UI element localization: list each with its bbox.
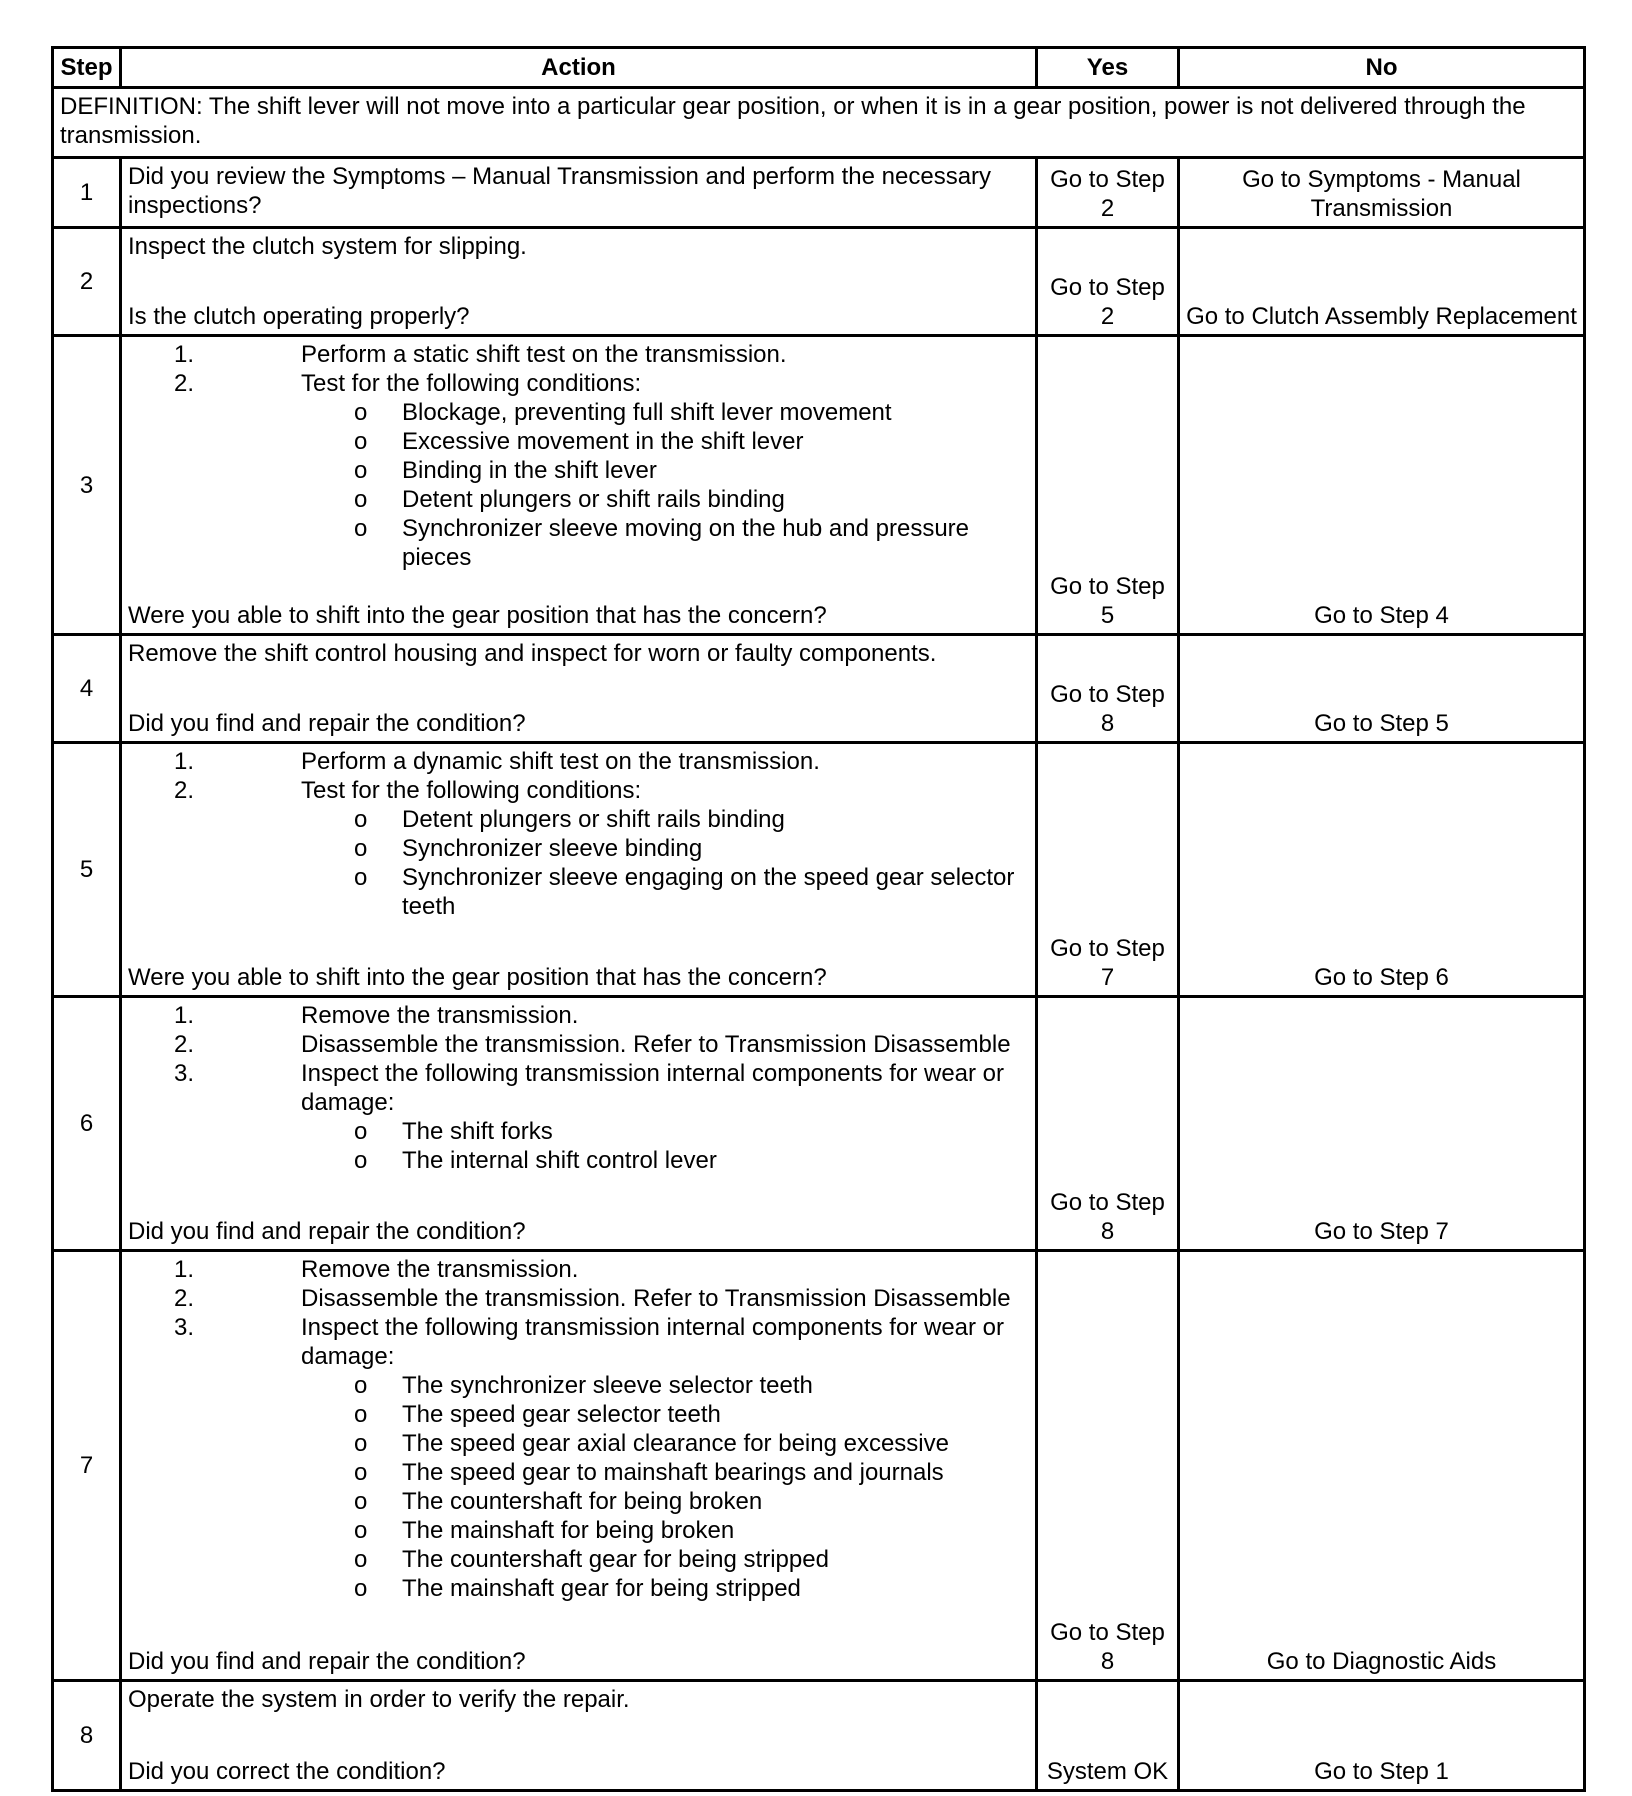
- yes-outcome: Go to Step 2: [1037, 228, 1179, 336]
- sub-list: [301, 1371, 1029, 1603]
- list-item: [128, 1284, 1029, 1313]
- list-item-text: Inspect the following transmission internal components for wear or damage:: [301, 1314, 1005, 1370]
- spacer: [128, 1175, 1029, 1217]
- yes-outcome: Go to Step 8: [1037, 635, 1179, 743]
- list-number: 2.: [174, 1031, 195, 1058]
- action-instruction: Operate the system in order to verify the repair.: [128, 1686, 630, 1713]
- yes-outcome: Go to Step 8: [1037, 997, 1179, 1251]
- sub-list-item-text: The mainshaft for being broken: [402, 1517, 735, 1544]
- list-number: 2.: [174, 1285, 195, 1312]
- sub-list-item-text: Synchronizer sleeve engaging on the speed gear selector teeth: [402, 864, 1015, 920]
- list-number: 1.: [174, 748, 195, 775]
- action-content: [128, 340, 1029, 630]
- sub-list-item-text: Blockage, preventing full shift lever movement: [402, 399, 892, 426]
- list-number: 3.: [174, 1060, 195, 1087]
- no-outcome: Go to Step 7: [1179, 997, 1585, 1251]
- numbered-list: [128, 747, 1029, 921]
- sub-list-item: [128, 834, 1029, 863]
- sub-list-item-text: Synchronizer sleeve moving on the hub and pressure pieces: [402, 515, 969, 571]
- action-question: Did you find and repair the condition?: [128, 710, 526, 737]
- list-item: [128, 1030, 1029, 1059]
- sub-list-item-text: The shift forks: [402, 1118, 553, 1145]
- list-item-text: Perform a static shift test on the transmission.: [301, 341, 787, 368]
- yes-outcome: System OK: [1037, 1681, 1179, 1791]
- no-outcome: Go to Step 1: [1179, 1681, 1585, 1791]
- list-item: [128, 1313, 1029, 1603]
- list-item-text: Test for the following conditions:: [301, 777, 642, 804]
- yes-outcome: Go to Step 2: [1037, 158, 1179, 228]
- header-action: Action: [121, 48, 1037, 88]
- bullet-circle-icon: o: [354, 1430, 368, 1457]
- no-outcome: Go to Step 4: [1179, 336, 1585, 635]
- sub-list-item-text: The mainshaft gear for being stripped: [402, 1575, 801, 1602]
- step-number: 7: [53, 1251, 121, 1681]
- sub-list-item: [128, 1117, 1029, 1146]
- spacer: [128, 668, 1029, 709]
- sub-list-item-text: The countershaft for being broken: [402, 1488, 763, 1515]
- bullet-circle-icon: o: [354, 457, 368, 484]
- step-number: 8: [53, 1681, 121, 1791]
- sub-list-item-text: Binding in the shift lever: [402, 457, 657, 484]
- sub-list-item: [128, 456, 1029, 485]
- yes-outcome: Go to Step 8: [1037, 1251, 1179, 1681]
- sub-list-item: [128, 514, 1029, 572]
- sub-list-item: [128, 1371, 1029, 1400]
- action-content: [128, 639, 1029, 738]
- sub-list-item: [128, 805, 1029, 834]
- table-row: [53, 635, 1585, 743]
- step-number: 4: [53, 635, 121, 743]
- bullet-circle-icon: o: [354, 1401, 368, 1428]
- definition-row: [53, 88, 1585, 158]
- action-content: [128, 232, 1029, 331]
- yes-outcome: Go to Step 7: [1037, 743, 1179, 997]
- action-cell: [121, 228, 1037, 336]
- spacer: [128, 572, 1029, 601]
- action-content: [128, 747, 1029, 992]
- list-item-text: Disassemble the transmission. Refer to Transmission Disassemble: [301, 1285, 1011, 1312]
- step-number: 3: [53, 336, 121, 635]
- no-outcome: Go to Diagnostic Aids: [1179, 1251, 1585, 1681]
- sub-list-item: [128, 1146, 1029, 1175]
- bullet-circle-icon: o: [354, 486, 368, 513]
- action-instruction: Inspect the clutch system for slipping.: [128, 233, 527, 260]
- list-item-text: Perform a dynamic shift test on the transmission.: [301, 748, 820, 775]
- bullet-circle-icon: o: [354, 1118, 368, 1145]
- action-content: [128, 1685, 1029, 1786]
- table-row: [53, 1251, 1585, 1681]
- list-item-text: Disassemble the transmission. Refer to Transmission Disassemble: [301, 1031, 1011, 1058]
- action-content: [128, 1001, 1029, 1246]
- bullet-circle-icon: o: [354, 1488, 368, 1515]
- header-step: Step: [53, 48, 121, 88]
- action-instruction: Remove the shift control housing and inspect for worn or faulty components.: [128, 640, 937, 667]
- diagnostic-document: [51, 46, 1583, 1783]
- action-question: Did you correct the condition?: [128, 1758, 446, 1785]
- sub-list: [301, 1117, 1029, 1175]
- action-content: [128, 162, 1029, 223]
- spacer: [128, 921, 1029, 963]
- list-item: [128, 776, 1029, 921]
- sub-list-item: [128, 1458, 1029, 1487]
- sub-list-item-text: The synchronizer sleeve selector teeth: [402, 1372, 813, 1399]
- action-instruction: Did you review the Symptoms – Manual Transmission and perform the necessary inspections?: [128, 163, 992, 219]
- action-cell: [121, 997, 1037, 1251]
- list-number: 2.: [174, 370, 195, 397]
- numbered-list: [128, 340, 1029, 572]
- sub-list-item-text: Synchronizer sleeve binding: [402, 835, 703, 862]
- numbered-list: [128, 1001, 1029, 1175]
- action-question: Were you able to shift into the gear position that has the concern?: [128, 964, 827, 991]
- spacer: [128, 1603, 1029, 1647]
- bullet-circle-icon: o: [354, 1575, 368, 1602]
- list-item-text: Remove the transmission.: [301, 1002, 579, 1029]
- bullet-circle-icon: o: [354, 399, 368, 426]
- bullet-circle-icon: o: [354, 835, 368, 862]
- table-row: [53, 228, 1585, 336]
- spacer: [128, 261, 1029, 302]
- bullet-circle-icon: o: [354, 806, 368, 833]
- action-cell: [121, 1681, 1037, 1791]
- table-row: [53, 158, 1585, 228]
- list-item: [128, 747, 1029, 776]
- diagnostic-table: [51, 46, 1586, 1792]
- no-outcome: Go to Step 6: [1179, 743, 1585, 997]
- numbered-list: [128, 1255, 1029, 1603]
- definition-text: DEFINITION: The shift lever will not move into a particular gear position, or when it is in a gear position, power is not delivered through the transmission.: [53, 88, 1585, 158]
- sub-list-item-text: The internal shift control lever: [402, 1147, 717, 1174]
- list-item: [128, 1059, 1029, 1175]
- no-outcome: Go to Symptoms - Manual Transmission: [1179, 158, 1585, 228]
- list-item-text: Inspect the following transmission internal components for wear or damage:: [301, 1060, 1005, 1116]
- list-item: [128, 340, 1029, 369]
- step-number: 5: [53, 743, 121, 997]
- sub-list-item-text: Excessive movement in the shift lever: [402, 428, 804, 455]
- list-item-text: Remove the transmission.: [301, 1256, 579, 1283]
- action-question: Did you find and repair the condition?: [128, 1648, 526, 1675]
- action-question: Is the clutch operating properly?: [128, 303, 470, 330]
- step-number: 6: [53, 997, 121, 1251]
- sub-list-item-text: The speed gear to mainshaft bearings and journals: [402, 1459, 944, 1486]
- step-number: 1: [53, 158, 121, 228]
- sub-list-item-text: Detent plungers or shift rails binding: [402, 806, 785, 833]
- header-no: No: [1179, 48, 1585, 88]
- bullet-circle-icon: o: [354, 515, 368, 542]
- sub-list-item: [128, 1545, 1029, 1574]
- sub-list-item-text: The speed gear axial clearance for being excessive: [402, 1430, 949, 1457]
- list-number: 1.: [174, 1256, 195, 1283]
- table-row: [53, 743, 1585, 997]
- list-number: 1.: [174, 341, 195, 368]
- yes-outcome: Go to Step 5: [1037, 336, 1179, 635]
- list-number: 3.: [174, 1314, 195, 1341]
- sub-list-item: [128, 1429, 1029, 1458]
- no-outcome: Go to Step 5: [1179, 635, 1585, 743]
- sub-list-item: [128, 1574, 1029, 1603]
- action-question: Were you able to shift into the gear position that has the concern?: [128, 602, 827, 629]
- bullet-circle-icon: o: [354, 1147, 368, 1174]
- sub-list-item: [128, 485, 1029, 514]
- bullet-circle-icon: o: [354, 864, 368, 891]
- list-item: [128, 369, 1029, 572]
- sub-list: [301, 398, 1029, 572]
- table-body: [53, 88, 1585, 1791]
- sub-list-item: [128, 1400, 1029, 1429]
- sub-list-item: [128, 1487, 1029, 1516]
- sub-list-item: [128, 1516, 1029, 1545]
- list-number: 2.: [174, 777, 195, 804]
- bullet-circle-icon: o: [354, 1546, 368, 1573]
- spacer: [128, 1714, 1029, 1757]
- action-cell: [121, 635, 1037, 743]
- header-yes: Yes: [1037, 48, 1179, 88]
- action-cell: [121, 158, 1037, 228]
- list-item: [128, 1001, 1029, 1030]
- sub-list-item-text: Detent plungers or shift rails binding: [402, 486, 785, 513]
- action-cell: [121, 336, 1037, 635]
- action-question: Did you find and repair the condition?: [128, 1218, 526, 1245]
- table-row: [53, 1681, 1585, 1791]
- action-content: [128, 1255, 1029, 1676]
- sub-list: [301, 805, 1029, 921]
- step-number: 2: [53, 228, 121, 336]
- sub-list-item: [128, 427, 1029, 456]
- action-cell: [121, 1251, 1037, 1681]
- list-item: [128, 1255, 1029, 1284]
- header-row: [53, 48, 1585, 88]
- bullet-circle-icon: o: [354, 1459, 368, 1486]
- bullet-circle-icon: o: [354, 428, 368, 455]
- sub-list-item: [128, 398, 1029, 427]
- bullet-circle-icon: o: [354, 1372, 368, 1399]
- sub-list-item-text: The speed gear selector teeth: [402, 1401, 721, 1428]
- table-row: [53, 997, 1585, 1251]
- table-row: [53, 336, 1585, 635]
- list-number: 1.: [174, 1002, 195, 1029]
- bullet-circle-icon: o: [354, 1517, 368, 1544]
- no-outcome: Go to Clutch Assembly Replacement: [1179, 228, 1585, 336]
- action-cell: [121, 743, 1037, 997]
- sub-list-item: [128, 863, 1029, 921]
- list-item-text: Test for the following conditions:: [301, 370, 642, 397]
- sub-list-item-text: The countershaft gear for being stripped: [402, 1546, 829, 1573]
